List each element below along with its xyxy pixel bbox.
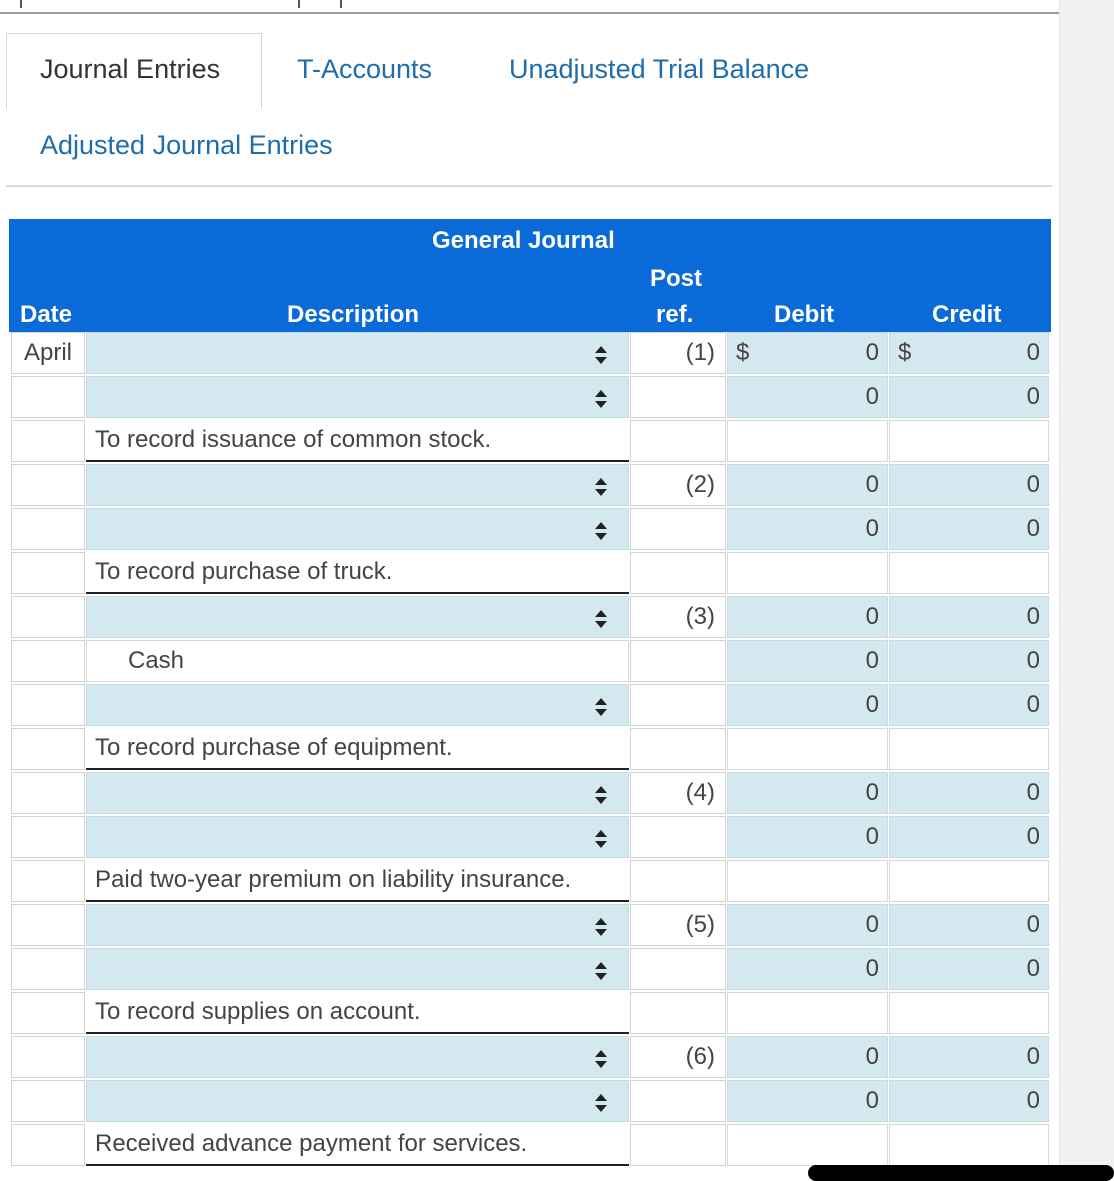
debit-input[interactable] <box>727 464 888 506</box>
top-edge-mark <box>340 0 342 8</box>
amount-value: 0 <box>865 515 879 542</box>
amount-value: 0 <box>1026 471 1040 498</box>
account-select[interactable] <box>86 772 629 814</box>
post-ref: (5) <box>630 904 726 946</box>
select-arrows-icon <box>594 784 608 804</box>
debit-cell <box>727 992 888 1034</box>
header-credit: Credit <box>932 301 1002 328</box>
select-arrows-icon <box>594 608 608 628</box>
post-ref-cell <box>630 728 726 770</box>
journal-title: General Journal <box>432 227 615 254</box>
post-ref-cell <box>630 1080 726 1122</box>
debit-cell <box>727 1124 888 1166</box>
debit-cell <box>727 420 888 462</box>
select-arrows-icon <box>594 916 608 936</box>
debit-input[interactable] <box>727 904 888 946</box>
post-ref-cell <box>630 1124 726 1166</box>
credit-cell <box>889 728 1049 770</box>
credit-input[interactable] <box>889 332 1049 374</box>
credit-cell <box>889 992 1049 1034</box>
memo-row <box>9 552 1051 596</box>
amount-value: 0 <box>1026 647 1040 674</box>
debit-input[interactable] <box>727 772 888 814</box>
redaction-bar <box>808 1165 1114 1181</box>
amount-value: 0 <box>865 911 879 938</box>
date-cell <box>11 904 85 946</box>
credit-cell <box>889 1124 1049 1166</box>
amount-value: 0 <box>865 471 879 498</box>
entry-row <box>9 904 1051 948</box>
amount-value: 0 <box>1026 779 1040 806</box>
entry-row <box>9 1080 1051 1124</box>
account-select[interactable] <box>86 816 629 858</box>
account-select[interactable] <box>86 376 629 418</box>
debit-input[interactable] <box>727 376 888 418</box>
post-ref-cell <box>630 860 726 902</box>
account-select[interactable] <box>86 904 629 946</box>
date-cell <box>11 1124 85 1166</box>
amount-value: 0 <box>865 339 879 366</box>
date-cell <box>11 992 85 1034</box>
select-arrows-icon <box>594 828 608 848</box>
credit-input[interactable] <box>889 948 1049 990</box>
top-edge-mark <box>298 0 300 8</box>
date-cell <box>11 860 85 902</box>
select-arrows-icon <box>594 388 608 408</box>
select-arrows-icon <box>594 520 608 540</box>
debit-input[interactable] <box>727 684 888 726</box>
credit-cell <box>889 860 1049 902</box>
select-arrows-icon <box>594 344 608 364</box>
entry-memo: Received advance payment for services. <box>86 1124 629 1166</box>
amount-value: 0 <box>1026 955 1040 982</box>
amount-value: 0 <box>1026 603 1040 630</box>
credit-input[interactable] <box>889 772 1049 814</box>
post-ref-cell <box>630 640 726 682</box>
account-select[interactable] <box>86 1080 629 1122</box>
credit-input[interactable] <box>889 640 1049 682</box>
entry-row <box>9 772 1051 816</box>
date-cell <box>11 596 85 638</box>
entry-row <box>9 332 1051 376</box>
entry-row <box>9 596 1051 640</box>
post-ref-cell <box>630 508 726 550</box>
account-select[interactable] <box>86 684 629 726</box>
amount-value: 0 <box>1026 823 1040 850</box>
post-ref-cell <box>630 376 726 418</box>
entry-memo: Paid two-year premium on liability insurance. <box>86 860 629 902</box>
currency-sign: $ <box>898 339 912 366</box>
credit-input[interactable] <box>889 508 1049 550</box>
post-ref-cell <box>630 684 726 726</box>
account-select[interactable] <box>86 332 629 374</box>
amount-value: 0 <box>1026 1043 1040 1070</box>
entry-row <box>9 508 1051 552</box>
amount-value: 0 <box>865 691 879 718</box>
entry-row <box>9 1036 1051 1080</box>
debit-input[interactable] <box>727 1080 888 1122</box>
amount-value: 0 <box>865 603 879 630</box>
memo-row <box>9 992 1051 1036</box>
post-ref: (3) <box>630 596 726 638</box>
amount-value: 0 <box>1026 1087 1040 1114</box>
post-ref-cell <box>630 992 726 1034</box>
account-select[interactable] <box>86 948 629 990</box>
tabs-divider <box>6 185 1052 187</box>
credit-cell <box>889 552 1049 594</box>
entry-row <box>9 376 1051 420</box>
memo-row <box>9 420 1051 464</box>
post-ref-cell <box>630 948 726 990</box>
select-arrows-icon <box>594 960 608 980</box>
select-arrows-icon <box>594 696 608 716</box>
debit-input[interactable] <box>727 1036 888 1078</box>
date-cell <box>11 772 85 814</box>
entry-row <box>9 464 1051 508</box>
date-cell <box>11 728 85 770</box>
post-ref: (6) <box>630 1036 726 1078</box>
general-journal <box>9 219 1051 1172</box>
post-ref: (1) <box>630 332 726 374</box>
tab-adjusted-journal-entries[interactable]: Adjusted Journal Entries <box>40 130 333 160</box>
credit-input[interactable] <box>889 596 1049 638</box>
account-select[interactable] <box>86 1036 629 1078</box>
entry-memo: To record supplies on account. <box>86 992 629 1034</box>
date-month: April <box>11 332 85 374</box>
memo-row <box>9 860 1051 904</box>
account-select[interactable] <box>86 596 629 638</box>
date-cell <box>11 1036 85 1078</box>
amount-value: 0 <box>865 383 879 410</box>
select-arrows-icon <box>594 1048 608 1068</box>
date-cell <box>11 376 85 418</box>
header-post-ref: ref. <box>656 301 694 328</box>
account-cash: Cash <box>86 640 629 682</box>
entry-row <box>9 816 1051 860</box>
date-cell <box>11 420 85 462</box>
select-arrows-icon <box>594 476 608 496</box>
credit-input[interactable] <box>889 376 1049 418</box>
scrollbar-track[interactable] <box>1059 0 1114 1172</box>
entry-memo: To record issuance of common stock. <box>86 420 629 462</box>
journal-header <box>9 219 1051 332</box>
credit-input[interactable] <box>889 816 1049 858</box>
debit-input[interactable] <box>727 948 888 990</box>
date-cell <box>11 508 85 550</box>
amount-value: 0 <box>1026 383 1040 410</box>
amount-value: 0 <box>1026 515 1040 542</box>
post-ref-cell <box>630 552 726 594</box>
debit-cell <box>727 728 888 770</box>
memo-row <box>9 728 1051 772</box>
amount-value: 0 <box>865 955 879 982</box>
tab-unadjusted-trial-balance[interactable]: Unadjusted Trial Balance <box>509 54 810 84</box>
tab-journal-entries[interactable] <box>6 33 262 109</box>
debit-cell <box>727 860 888 902</box>
date-cell <box>11 816 85 858</box>
amount-value: 0 <box>1026 339 1040 366</box>
amount-value: 0 <box>865 647 879 674</box>
debit-input[interactable] <box>727 596 888 638</box>
date-cell <box>11 552 85 594</box>
credit-input[interactable] <box>889 1036 1049 1078</box>
date-cell <box>11 684 85 726</box>
credit-cell <box>889 420 1049 462</box>
tab-t-accounts[interactable]: T-Accounts <box>297 54 433 84</box>
entry-row <box>9 948 1051 992</box>
post-ref-cell <box>630 816 726 858</box>
entry-memo: To record purchase of truck. <box>86 552 629 594</box>
date-cell <box>11 464 85 506</box>
amount-value: 0 <box>1026 691 1040 718</box>
account-select[interactable] <box>86 464 629 506</box>
header-post: Post <box>650 265 703 292</box>
header-description: Description <box>287 301 420 328</box>
date-cell <box>11 640 85 682</box>
entry-row <box>9 640 1051 684</box>
post-ref: (2) <box>630 464 726 506</box>
account-select[interactable] <box>86 508 629 550</box>
header-debit: Debit <box>774 301 834 328</box>
post-ref-cell <box>630 420 726 462</box>
top-edge-mark <box>20 0 22 8</box>
top-edge <box>0 0 1060 14</box>
debit-input[interactable] <box>727 508 888 550</box>
credit-input[interactable] <box>889 904 1049 946</box>
amount-value: 0 <box>865 1087 879 1114</box>
header-date: Date <box>20 301 73 328</box>
memo-row <box>9 1124 1051 1168</box>
debit-input[interactable] <box>727 332 888 374</box>
entry-memo: To record purchase of equipment. <box>86 728 629 770</box>
currency-sign: $ <box>736 339 750 366</box>
amount-value: 0 <box>865 1043 879 1070</box>
credit-input[interactable] <box>889 464 1049 506</box>
amount-value: 0 <box>865 823 879 850</box>
debit-cell <box>727 552 888 594</box>
post-ref: (4) <box>630 772 726 814</box>
entry-row <box>9 684 1051 728</box>
credit-input[interactable] <box>889 1080 1049 1122</box>
select-arrows-icon <box>594 1092 608 1112</box>
amount-value: 0 <box>1026 911 1040 938</box>
amount-value: 0 <box>865 779 879 806</box>
date-cell <box>11 1080 85 1122</box>
date-cell <box>11 948 85 990</box>
debit-input[interactable] <box>727 816 888 858</box>
credit-input[interactable] <box>889 684 1049 726</box>
debit-input[interactable] <box>727 640 888 682</box>
tab-label: Journal Entries <box>40 54 221 84</box>
